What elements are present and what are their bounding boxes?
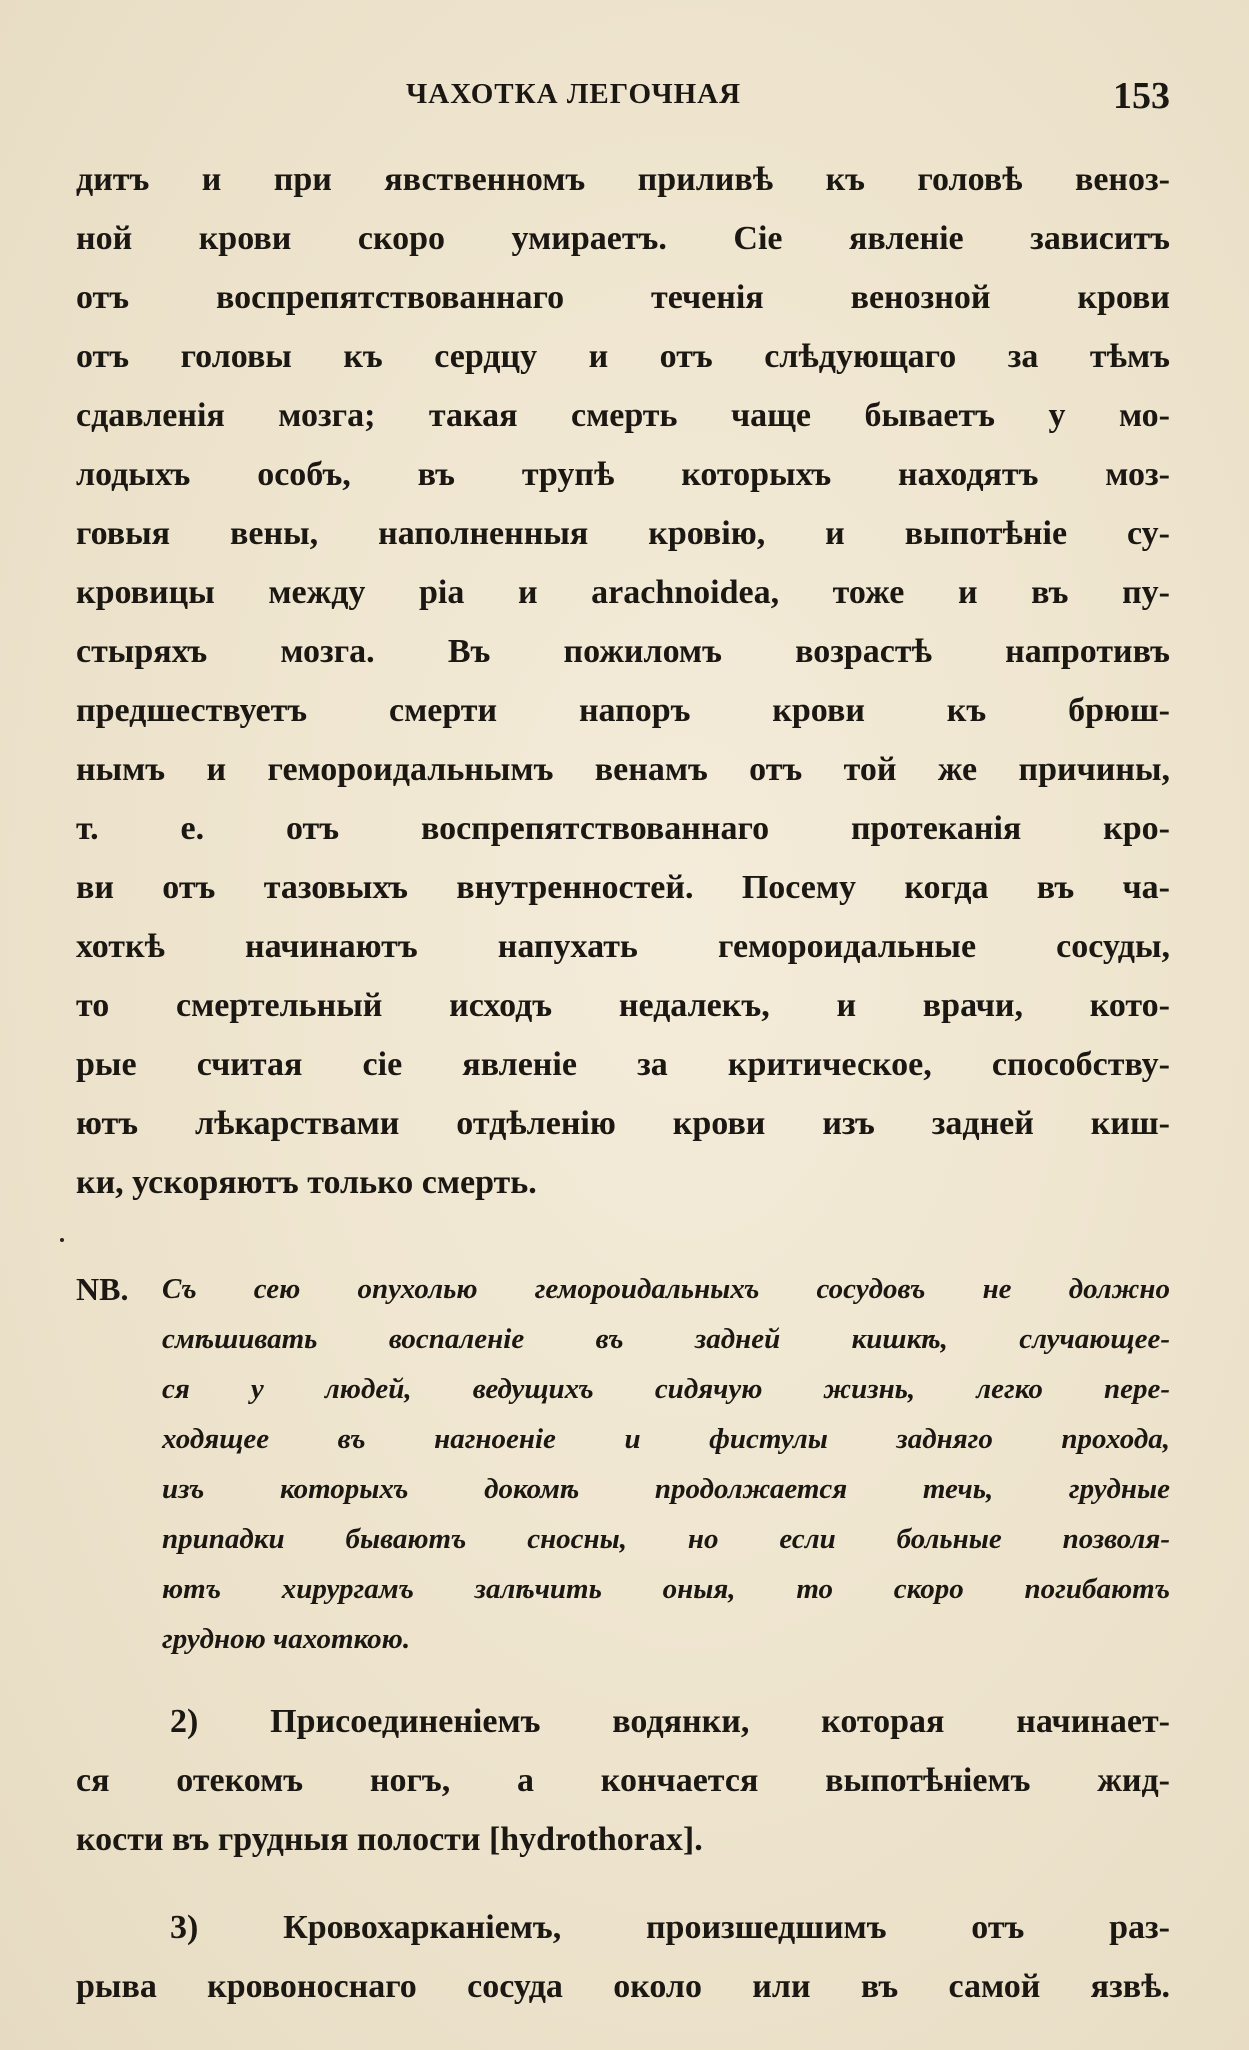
note-line: ся у людей, ведущихъ сидячую жизнь, легко пере-	[162, 1373, 1170, 1405]
item-2-line: 2) Присоединеніемъ водянки, которая начинает-	[170, 1703, 1170, 1740]
page-number: 153	[1113, 75, 1170, 117]
text-line: сдавленія мозга; такая смерть чаще бываетъ у мо-	[76, 397, 1170, 434]
item-2-line: ся отекомъ ногъ, а кончается выпотѣніемъ жид-	[76, 1762, 1170, 1799]
text-line: ютъ лѣкарствами отдѣленію крови изъ задней киш-	[76, 1105, 1170, 1142]
note-line: изъ которыхъ докомѣ продолжается течь, грудные	[162, 1473, 1170, 1505]
text-line: ной крови скоро умираетъ. Сіе явленіе зависитъ	[76, 220, 1170, 257]
text-line: дитъ и при явственномъ приливѣ къ головѣ веноз-	[76, 161, 1170, 198]
running-title: ЧАХОТКА ЛЕГОЧНАЯ	[406, 78, 742, 110]
text-line: стыряхъ мозга. Въ пожиломъ возрастѣ напротивъ	[76, 633, 1170, 670]
ink-speck	[60, 1238, 64, 1242]
note-line: ходящее въ нагноеніе и фистулы задняго прохода,	[162, 1423, 1170, 1455]
text-line: отъ головы къ сердцу и отъ слѣдующаго за тѣмъ	[76, 338, 1170, 375]
text-line: ки, ускоряютъ только смерть.	[76, 1164, 537, 1201]
item-3-line: рыва кровоноснаго сосуда около или въ самой язвѣ.	[76, 1968, 1170, 2005]
note-line: припадки бываютъ сносны, но если больные позволя-	[162, 1523, 1170, 1555]
text-line: кровицы между pia и arachnoidea, тоже и въ пу-	[76, 574, 1170, 611]
item-2-line: кости въ грудныя полости [hydrothorax].	[76, 1821, 703, 1858]
note-line: ютъ хирургамъ залѣчить оныя, то скоро погибаютъ	[162, 1573, 1170, 1605]
text-line: т. е. отъ воспрепятствованнаго протеканія кро-	[76, 810, 1170, 847]
text-line: нымъ и геморoидальнымъ венамъ отъ той же причины,	[76, 751, 1170, 788]
item-3-line: 3) Кровохарканіемъ, произшедшимъ отъ раз-	[170, 1909, 1170, 1946]
text-line: предшествуетъ смерти напоръ крови къ брюш-	[76, 692, 1170, 729]
text-line: хоткѣ начинаютъ напухать геморoидальные сосуды,	[76, 928, 1170, 965]
text-line: ви отъ тазовыхъ внутренностей. Посему когда въ ча-	[76, 869, 1170, 906]
note-label: NB.	[76, 1271, 129, 1307]
note-line: смѣшивать воспаленіе въ задней кишкѣ, случающее-	[162, 1323, 1170, 1355]
page-header	[76, 75, 1170, 118]
text-line: говыя вены, наполненныя кровію, и выпотѣніе су-	[76, 515, 1170, 552]
note-line: Съ сею опухолью геморoидальныхъ сосудовъ не должно	[162, 1273, 1170, 1305]
text-line: отъ воспрепятствованнаго теченія венозной крови	[76, 279, 1170, 316]
note-line: грудною чахоткою.	[162, 1623, 411, 1655]
text-line: рые считая сіе явленіе за критическое, способству-	[76, 1046, 1170, 1083]
text-line: то смертельный исходъ недалекъ, и врачи, кото-	[76, 987, 1170, 1024]
text-line: лодыхъ особъ, въ трупѣ которыхъ находятъ моз-	[76, 456, 1170, 493]
